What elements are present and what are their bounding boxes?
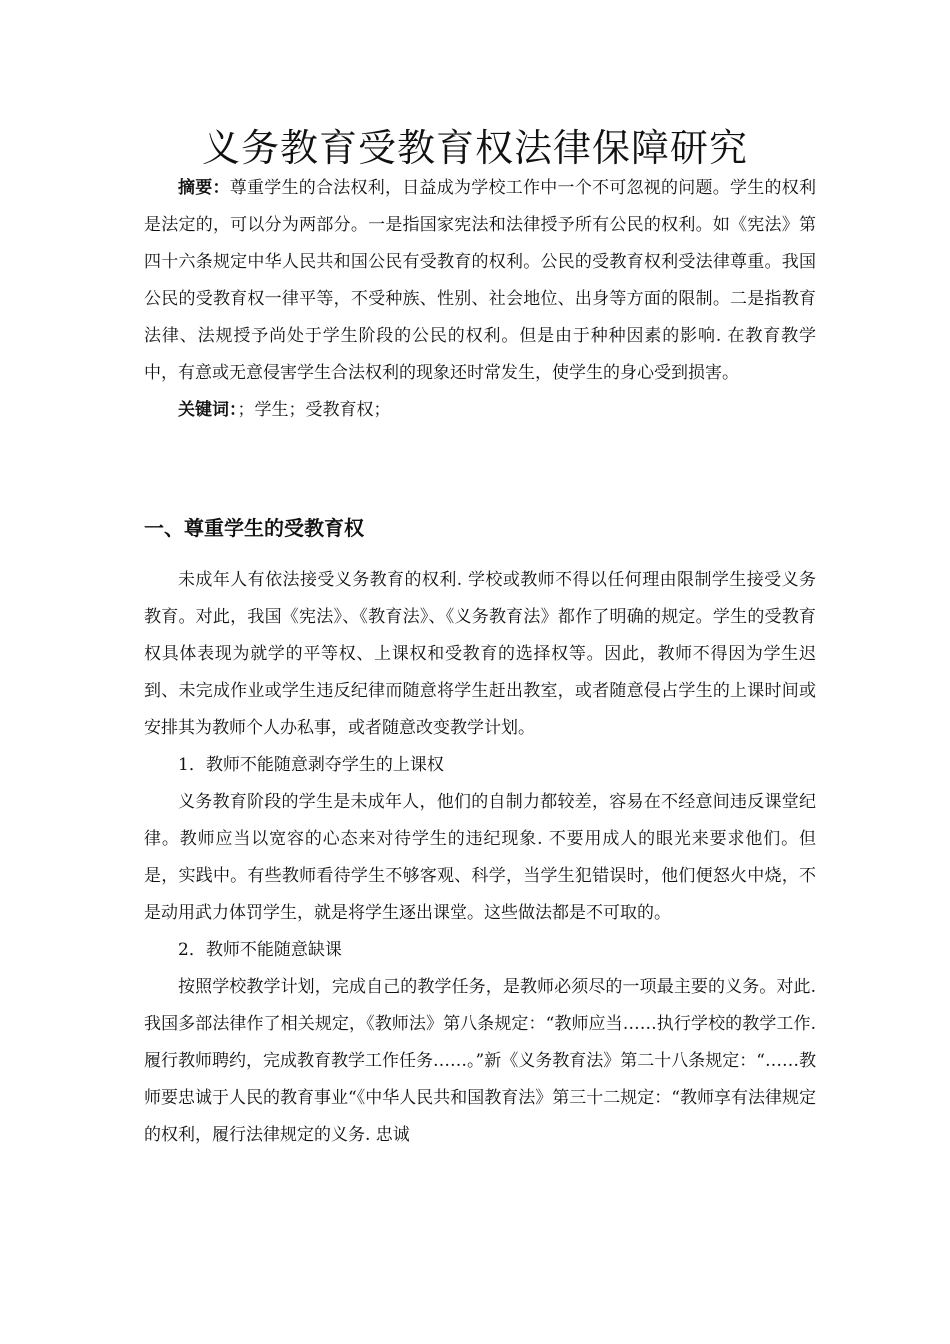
keywords-text: ；学生；受教育权； (237, 400, 391, 420)
abstract-text: 尊重学生的合法权利，日益成为学校工作中一个不可忽视的问题。学生的权利是法定的，可以分为两部分。一是指国家宪法和法律授予所有公民的权利。如《宪法》第四十六条规定中华人民共和国公民有受教育的权利。公民的受教育权利受法律尊重。我国公民的受教育权一律平等，不受种族、性别、社会地位、出身等方面的限制。二是指教育法律、法规授予尚处于学生阶段的公民的权利。但是由于种种因素的影响. 在教育教学中，有意或无意侵害学生合法权利的现象还时常发生，使学生的身心受到损害。 (144, 178, 816, 383)
subheading-2: 2．教师不能随意缺课 (178, 940, 342, 960)
section-paragraph-1: 未成年人有依法接受义务教育的权利. 学校或教师不得以任何理由限制学生接受义务教育。对此，我国《宪法》、《教育法》、《义务教育法》都作了明确的规定。学生的受教育权具体表现为就学的平等权、上课权和受教育的选择权等。因此，教师不得因为学生迟到、未完成作业或学生违反纪律而随意将学生赶出教室，或者随意侵占学生的上课时间或安排其为教师个人办私事，或者随意改变教学计划。 (144, 570, 816, 738)
section-paragraph-3: 按照学校教学计划，完成自己的教学任务，是教师必须尽的一项最主要的义务。对此. 我国多部法律作了相关规定，《教师法》第八条规定：“教师应当……执行学校的教学工作. 履行教师聘约，完成教育教学工作任务……。”新《义务教育法》第二十八条规定：“……教师要忠诚于人民的教育事业“《中华人民共和国教育法》第三十二规定：“教师享有法律规定的权利，履行法律规定的义务. 忠诚 (144, 977, 816, 1145)
abstract-block (144, 170, 816, 429)
keywords-paragraph (144, 392, 816, 429)
section-paragraph-2: 义务教育阶段的学生是未成年人，他们的自制力都较差，容易在不经意间违反课堂纪律。教师应当以宽容的心态来对待学生的违纪现象. 不要用成人的眼光来要求他们。但是，实践中。有些教师看待学生不够客观、科学，当学生犯错误时，他们便怒火中烧，不是动用武力体罚学生，就是将学生逐出课堂。这些做法都是不可取的。 (144, 792, 816, 923)
keywords-label: 关键词： (178, 400, 238, 420)
section-body (144, 562, 816, 1154)
document-title: 义务教育受教育权法律保障研究 (201, 126, 748, 170)
subheading-1: 1．教师不能随意剥夺学生的上课权 (178, 755, 444, 775)
abstract-paragraph (144, 170, 816, 392)
abstract-label: 摘要： (178, 178, 230, 198)
section-heading: 一、尊重学生的受教育权 (144, 516, 364, 540)
